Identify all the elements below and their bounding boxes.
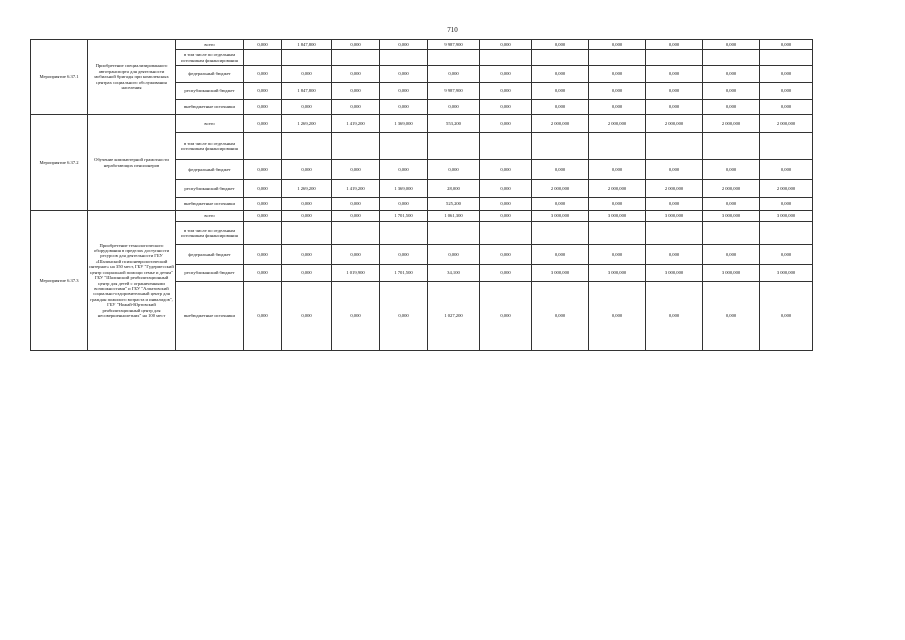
value-cell: 0,000 — [480, 211, 532, 222]
value-cell — [532, 50, 589, 66]
value-cell: 28,000 — [428, 180, 480, 198]
value-cell: 0,000 — [703, 198, 760, 211]
value-cell — [244, 50, 282, 66]
value-cell: 3 000,000 — [703, 211, 760, 222]
value-cell: 0,000 — [428, 100, 480, 115]
value-cell: 0,000 — [646, 198, 703, 211]
value-cell — [480, 50, 532, 66]
value-cell — [480, 133, 532, 160]
value-cell: 0,000 — [646, 282, 703, 351]
value-cell: 2 000,000 — [760, 180, 813, 198]
value-cell: 0,000 — [760, 198, 813, 211]
value-cell — [428, 222, 480, 245]
value-cell: 3 000,000 — [703, 265, 760, 282]
value-cell: 0,000 — [646, 160, 703, 180]
value-cell: 1 369,000 — [380, 180, 428, 198]
value-cell: 0,000 — [646, 66, 703, 83]
value-cell — [282, 222, 332, 245]
value-cell — [589, 50, 646, 66]
value-cell: 0,000 — [589, 245, 646, 265]
value-cell: 0,000 — [532, 198, 589, 211]
value-cell: 0,000 — [282, 211, 332, 222]
value-cell: 3 000,000 — [532, 211, 589, 222]
value-cell: 0,000 — [244, 115, 282, 133]
value-cell: 0,000 — [428, 66, 480, 83]
value-cell — [380, 133, 428, 160]
value-cell: 0,000 — [428, 160, 480, 180]
value-cell: 0,000 — [380, 83, 428, 100]
value-cell: 0,000 — [480, 245, 532, 265]
funding-source-incl: в том числе по отдельным источникам финансирования — [176, 222, 244, 245]
value-cell — [589, 133, 646, 160]
value-cell: 2 000,000 — [589, 180, 646, 198]
value-cell — [244, 222, 282, 245]
value-cell: 0,000 — [760, 66, 813, 83]
value-cell: 3 000,000 — [760, 265, 813, 282]
value-cell — [703, 133, 760, 160]
value-cell: 0,000 — [244, 211, 282, 222]
value-cell: 1 701,500 — [380, 265, 428, 282]
value-cell: 0,000 — [703, 100, 760, 115]
table-row — [31, 211, 813, 222]
value-cell — [760, 50, 813, 66]
value-cell: 1 369,000 — [380, 115, 428, 133]
value-cell — [380, 222, 428, 245]
value-cell: 9 987,900 — [428, 40, 480, 50]
value-cell: 0,000 — [244, 40, 282, 50]
value-cell: 0,000 — [480, 265, 532, 282]
value-cell: 0,000 — [332, 100, 380, 115]
funding-source-total: всего — [176, 115, 244, 133]
value-cell: 0,000 — [332, 160, 380, 180]
value-cell: 0,000 — [380, 282, 428, 351]
value-cell: 0,000 — [332, 83, 380, 100]
funding-source-federal: федеральный бюджет — [176, 245, 244, 265]
value-cell: 0,000 — [282, 160, 332, 180]
value-cell: 1 019,900 — [332, 265, 380, 282]
value-cell: 0,000 — [703, 160, 760, 180]
value-cell: 553,200 — [428, 115, 480, 133]
value-cell: 0,000 — [703, 40, 760, 50]
value-cell: 2 000,000 — [703, 115, 760, 133]
value-cell: 0,000 — [282, 66, 332, 83]
value-cell: 3 000,000 — [589, 211, 646, 222]
value-cell: 3 000,000 — [646, 265, 703, 282]
value-cell: 0,000 — [480, 83, 532, 100]
value-cell: 0,000 — [380, 160, 428, 180]
value-cell: 0,000 — [532, 160, 589, 180]
value-cell: 0,000 — [480, 66, 532, 83]
value-cell: 0,000 — [703, 282, 760, 351]
value-cell — [332, 50, 380, 66]
value-cell: 525,200 — [428, 198, 480, 211]
value-cell: 0,000 — [532, 282, 589, 351]
value-cell: 0,000 — [380, 40, 428, 50]
value-cell: 0,000 — [760, 245, 813, 265]
value-cell: 0,000 — [760, 160, 813, 180]
value-cell: 0,000 — [589, 66, 646, 83]
value-cell — [760, 222, 813, 245]
value-cell: 0,000 — [646, 83, 703, 100]
value-cell — [282, 133, 332, 160]
value-cell: 0,000 — [244, 282, 282, 351]
value-cell: 0,000 — [244, 198, 282, 211]
value-cell: 0,000 — [532, 66, 589, 83]
value-cell: 0,000 — [703, 66, 760, 83]
measure-description: Приобретение специализированного автотранспорта для деятельности мобильной бригады при комплексных центрах социального обслуживания населения — [88, 40, 176, 115]
budget-table — [30, 39, 813, 351]
funding-source-total: всего — [176, 211, 244, 222]
value-cell — [646, 133, 703, 160]
measure-id: Мероприятие 6.37.1 — [31, 40, 88, 115]
value-cell: 2 000,000 — [646, 115, 703, 133]
value-cell: 0,000 — [380, 66, 428, 83]
value-cell: 0,000 — [244, 160, 282, 180]
value-cell: 1 419,200 — [332, 115, 380, 133]
value-cell: 2 000,000 — [589, 115, 646, 133]
value-cell: 1 061,300 — [428, 211, 480, 222]
value-cell: 0,000 — [760, 100, 813, 115]
value-cell: 0,000 — [760, 83, 813, 100]
measure-id: Мероприятие 6.37.3 — [31, 211, 88, 351]
value-cell: 0,000 — [760, 282, 813, 351]
value-cell: 0,000 — [380, 198, 428, 211]
value-cell: 0,000 — [282, 282, 332, 351]
measure-description: Приобретение технологического оборудования в пределах доступности ресурсов для деятельности ГБУ «Шалинский психоневрологический интернат» на 350 мест, ГБУ "Гудермесский центр социальной помощи семье и детям" ГБУ "Шалинский реабилитационный центр для детей с ограниченными возможностями" и ГБУ "Алпатовский социально-оздоровительный центр для граждан пожилого возраста и инвалидов", ГБУ "Ножай-Юртовский реабилитационный центр для несовершеннолетних" на 100 мест — [88, 211, 176, 351]
value-cell: 0,000 — [244, 265, 282, 282]
value-cell — [703, 50, 760, 66]
value-cell: 1 847,800 — [282, 83, 332, 100]
funding-source-republic: республиканский бюджет — [176, 83, 244, 100]
value-cell: 3 000,000 — [646, 211, 703, 222]
value-cell: 0,000 — [244, 245, 282, 265]
value-cell: 0,000 — [480, 40, 532, 50]
value-cell — [244, 133, 282, 160]
value-cell: 0,000 — [589, 282, 646, 351]
value-cell: 1 847,800 — [282, 40, 332, 50]
funding-source-extra: внебюджетные источники — [176, 100, 244, 115]
value-cell: 0,000 — [703, 83, 760, 100]
value-cell — [589, 222, 646, 245]
value-cell: 2 000,000 — [703, 180, 760, 198]
value-cell — [380, 50, 428, 66]
value-cell: 0,000 — [282, 245, 332, 265]
funding-source-incl: в том числе по отдельным источникам финансирования — [176, 50, 244, 66]
value-cell: 0,000 — [332, 282, 380, 351]
value-cell: 0,000 — [480, 180, 532, 198]
value-cell: 1 269,200 — [282, 115, 332, 133]
value-cell: 0,000 — [646, 100, 703, 115]
value-cell: 0,000 — [480, 100, 532, 115]
value-cell: 0,000 — [532, 40, 589, 50]
funding-source-republic: республиканский бюджет — [176, 180, 244, 198]
funding-source-federal: федеральный бюджет — [176, 160, 244, 180]
funding-source-total: всего — [176, 40, 244, 50]
value-cell — [646, 222, 703, 245]
value-cell: 0,000 — [532, 83, 589, 100]
value-cell — [703, 222, 760, 245]
table-row — [31, 115, 813, 133]
page-number: 710 — [447, 26, 458, 34]
value-cell: 9 987,900 — [428, 83, 480, 100]
value-cell: 0,000 — [244, 66, 282, 83]
value-cell: 0,000 — [244, 83, 282, 100]
value-cell: 0,000 — [532, 245, 589, 265]
value-cell: 0,000 — [480, 115, 532, 133]
value-cell: 0,000 — [332, 40, 380, 50]
value-cell: 0,000 — [646, 245, 703, 265]
value-cell: 0,000 — [244, 180, 282, 198]
value-cell: 0,000 — [332, 198, 380, 211]
value-cell: 1 419,200 — [332, 180, 380, 198]
value-cell: 0,000 — [428, 245, 480, 265]
value-cell: 0,000 — [532, 100, 589, 115]
value-cell: 0,000 — [703, 245, 760, 265]
value-cell — [428, 133, 480, 160]
value-cell: 3 000,000 — [589, 265, 646, 282]
value-cell: 0,000 — [282, 100, 332, 115]
value-cell: 0,000 — [480, 282, 532, 351]
funding-source-extra: внебюджетные источники — [176, 198, 244, 211]
value-cell: 0,000 — [332, 245, 380, 265]
value-cell: 0,000 — [589, 83, 646, 100]
value-cell — [428, 50, 480, 66]
value-cell: 0,000 — [332, 211, 380, 222]
value-cell — [532, 222, 589, 245]
value-cell — [760, 133, 813, 160]
value-cell — [646, 50, 703, 66]
value-cell: 3 000,000 — [532, 265, 589, 282]
value-cell: 0,000 — [244, 100, 282, 115]
value-cell: 34,100 — [428, 265, 480, 282]
value-cell: 0,000 — [282, 265, 332, 282]
value-cell — [532, 133, 589, 160]
table-row — [31, 40, 813, 50]
measure-id: Мероприятие 6.37.2 — [31, 115, 88, 211]
value-cell: 3 000,000 — [760, 211, 813, 222]
value-cell — [480, 222, 532, 245]
value-cell — [282, 50, 332, 66]
value-cell: 0,000 — [282, 198, 332, 211]
value-cell: 0,000 — [589, 160, 646, 180]
value-cell: 0,000 — [589, 100, 646, 115]
value-cell: 1 027,200 — [428, 282, 480, 351]
value-cell: 0,000 — [480, 160, 532, 180]
measure-description: Обучение компьютерной грамотности неработающих пенсионеров — [88, 115, 176, 211]
funding-source-incl: в том числе по отдельным источникам финансирования — [176, 133, 244, 160]
value-cell — [332, 222, 380, 245]
funding-source-federal: федеральный бюджет — [176, 66, 244, 83]
value-cell: 0,000 — [380, 245, 428, 265]
funding-source-republic: республиканский бюджет — [176, 265, 244, 282]
funding-source-extra: внебюджетные источники — [176, 282, 244, 351]
value-cell: 0,000 — [646, 40, 703, 50]
value-cell: 2 000,000 — [532, 180, 589, 198]
value-cell: 2 000,000 — [532, 115, 589, 133]
value-cell: 0,000 — [480, 198, 532, 211]
value-cell — [332, 133, 380, 160]
value-cell: 2 000,000 — [760, 115, 813, 133]
value-cell: 0,000 — [332, 66, 380, 83]
value-cell: 2 000,000 — [646, 180, 703, 198]
value-cell: 1 269,200 — [282, 180, 332, 198]
value-cell: 0,000 — [589, 198, 646, 211]
value-cell: 0,000 — [589, 40, 646, 50]
value-cell: 1 701,500 — [380, 211, 428, 222]
value-cell: 0,000 — [760, 40, 813, 50]
value-cell: 0,000 — [380, 100, 428, 115]
